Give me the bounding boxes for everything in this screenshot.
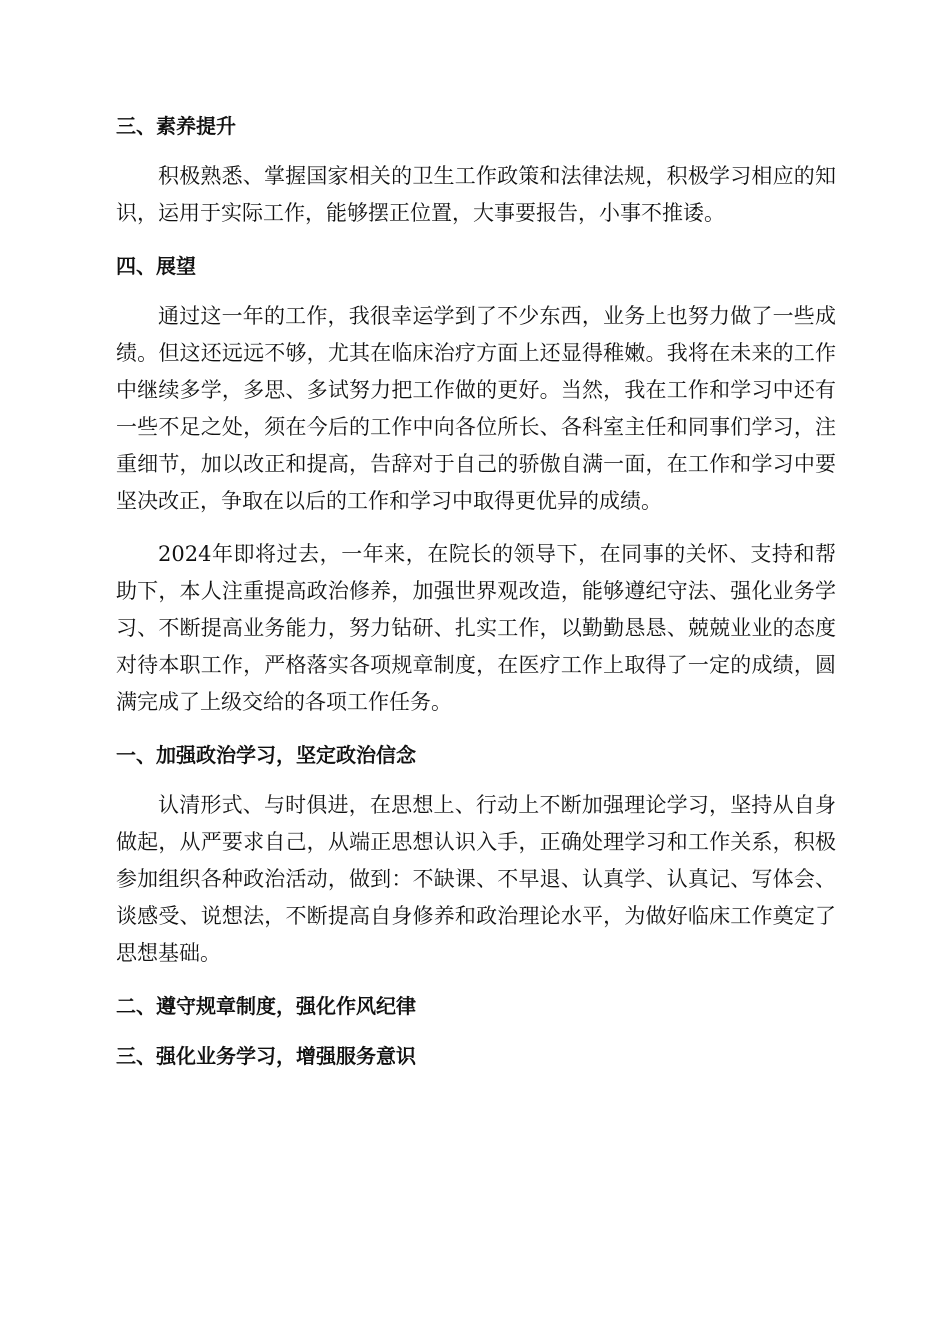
section-heading-rules-discipline: 二、遵守规章制度，强化作风纪律 xyxy=(116,994,416,1018)
section-heading-zhanwang: 四、展望 xyxy=(116,254,196,278)
paragraph-intro: 2024年即将过去，一年来，在院长的领导下，在同事的关怀、支持和帮助下，本人注重提高政治修养，加强世界观改造，能够遵纪守法、强化业务学习、不断提高业务能力，努力钻研、扎实工作，以勤勤恳恳、兢兢业业的态度对待本职工作，严格落实各项规章制度，在医疗工作上取得了一定的成绩，圆满完成了上级交给的各项工作任务。 xyxy=(116,542,836,714)
section-heading-suyang: 三、素养提升 xyxy=(116,114,236,138)
paragraph-political-study: 认清形式、与时俱进，在思想上、行动上不断加强理论学习，坚持从自身做起，从严要求自己，从端正思想认识入手，正确处理学习和工作关系，积极参加组织各种政治活动，做到：不缺课、不早退、认真学、认真记、写体会、谈感受、说想法，不断提高自身修养和政治理论水平，为做好临床工作奠定了思想基础。 xyxy=(116,793,836,965)
paragraph-suyang: 积极熟悉、掌握国家相关的卫生工作政策和法律法规，积极学习相应的知识，运用于实际工作，能够摆正位置，大事要报告，小事不推诿。 xyxy=(116,164,836,225)
section-heading-business-study: 三、强化业务学习，增强服务意识 xyxy=(116,1044,416,1068)
paragraph-zhanwang: 通过这一年的工作，我很幸运学到了不少东西，业务上也努力做了一些成绩。但这还远远不够，尤其在临床治疗方面上还显得稚嫩。我将在未来的工作中继续多学，多思、多试努力把工作做的更好。当然，我在工作和学习中还有一些不足之处，须在今后的工作中向各位所长、各科室主任和同事们学习，注重细节，加以改正和提高，告辞对于自己的骄傲自满一面，在工作和学习中要坚决改正，争取在以后的工作和学习中取得更优异的成绩。 xyxy=(116,304,836,513)
document-page xyxy=(116,108,836,1074)
section-heading-political-study: 一、加强政治学习，坚定政治信念 xyxy=(116,743,416,767)
